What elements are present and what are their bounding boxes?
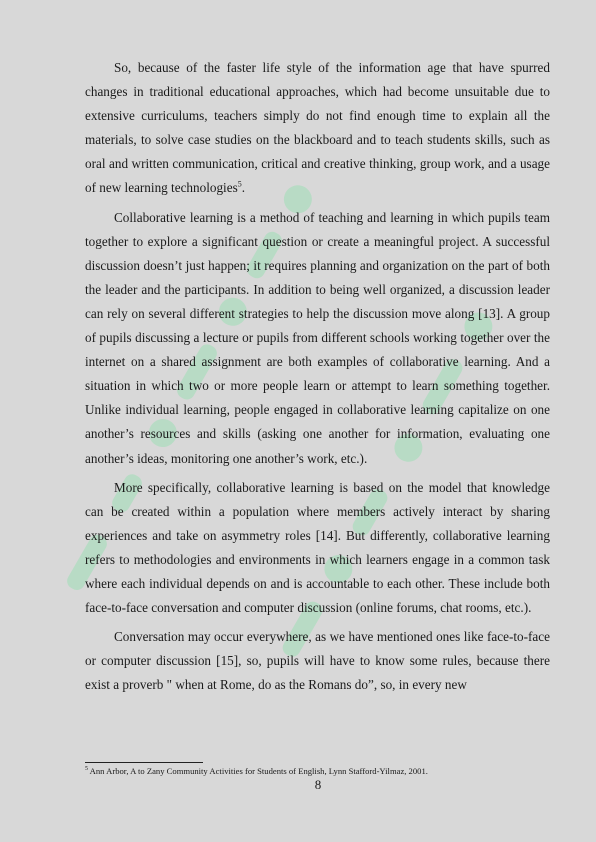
- footnote-separator: [85, 762, 203, 763]
- footnote-text: Ann Arbor, A to Zany Community Activities for Students of English, Lynn Stafford-Yilmaz, 2001.: [88, 766, 428, 776]
- body-text: [85, 56, 550, 702]
- page-number: 8: [314, 777, 322, 792]
- paragraph-2: Collaborative learning is a method of teaching and learning in which pupils team together to explore a significant question or create a meaningful project. A successful discussion doesn’t just happen; it requires planning and organization on the part of both the leader and the participants. In addition to being well organized, a discussion leader can rely on several different strategies to help the discussion move along [13]. A group of pupils discussing a lecture or pupils from different schools working together over the internet on a shared assignment are both examples of collaborative learning. And a situation in which two or more people learn or attempt to learn something together. Unlike individual learning, people engaged in collaborative learning capitalize on one another’s resources and skills (asking one another for information, evaluating one another’s ideas, monitoring one another’s work, etc.).: [85, 209, 550, 466]
- paragraph-4: Conversation may occur everywhere, as we have mentioned ones like face-to-face or computer discussion [15], so, pupils will have to know some rules, because there exist a proverb " when at Rome, do as the Romans do”, so, in every new: [85, 629, 550, 693]
- paragraph-1: [85, 56, 550, 201]
- paragraph-1-text: So, because of the faster life style of the information age that have spurred changes in traditional educational approaches, which had become unsuitable due to extensive curriculums, teachers simply do not find enough time to explain all the materials, to solve case studies on the blackboard and to teach students skills, such as oral and written communication, critical and creative thinking, group work, and a usage of new learning technologies: [85, 60, 550, 196]
- paragraph-1-tail: .: [241, 180, 246, 196]
- paragraph-3: More specifically, collaborative learning is based on the model that knowledge can be created within a population where members actively interact by sharing experiences and take on asymmetry roles [14]. But differently, collaborative learning refers to methodologies and environments in which learners engage in a common task where each individual depends on and is accountable to each other. These include both face-to-face conversation and computer discussion (online forums, chat rooms, etc.).: [85, 479, 550, 616]
- footnote: [85, 765, 555, 777]
- footnote-reference[interactable]: 5: [237, 180, 242, 190]
- footnote-marker: 5: [85, 766, 88, 773]
